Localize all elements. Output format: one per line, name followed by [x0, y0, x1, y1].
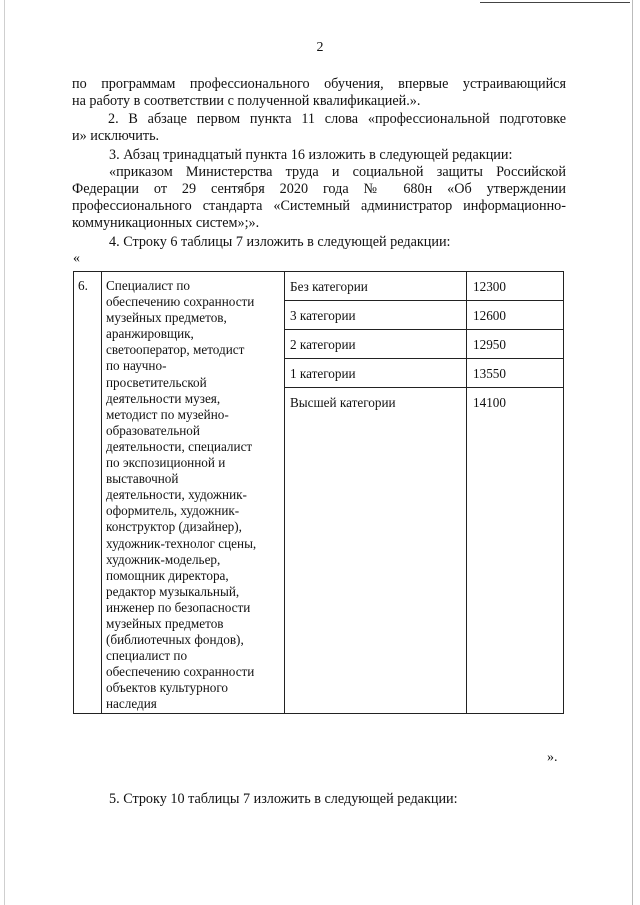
position-cell [102, 272, 285, 714]
position-line: объектов культурного [106, 680, 229, 696]
paragraph-line: 3. Абзац тринадцатый пункта 16 изложить в следующей редакции: [109, 147, 513, 163]
position-line: обеспечению сохранности [106, 294, 255, 310]
category-cell: Высшей категории [285, 388, 467, 714]
paragraph-line: 5. Строку 10 таблицы 7 изложить в следующей редакции: [109, 791, 458, 807]
paragraph-2 [72, 111, 566, 145]
position-line: специалист по [106, 648, 188, 664]
paragraph-3 [72, 147, 566, 164]
category-cell: 2 категории [285, 330, 467, 359]
value-cell: 12300 [467, 272, 564, 301]
value-cell: 12600 [467, 301, 564, 330]
position-line: выставочной [106, 471, 179, 487]
position-line: Специалист по [106, 278, 190, 293]
position-line: по экспозиционной и [106, 455, 226, 471]
page-number: 2 [316, 40, 324, 55]
position-line: оформитель, художник- [106, 503, 240, 519]
paragraph-line: профессионального стандарта «Системный администратор информационно- [72, 198, 566, 214]
position-line: методист по музейно- [106, 406, 229, 422]
paragraph-line: на работу в соответствии с полученной квалификацией.». [72, 93, 421, 109]
position-line: образовательной [106, 422, 200, 438]
position-line: редактор музыкальный, [106, 583, 240, 599]
salary-table [73, 271, 564, 714]
paragraph-5 [72, 234, 566, 251]
position-line: инженер по безопасности [106, 599, 251, 615]
paragraph-4 [72, 164, 566, 232]
paragraph-1 [72, 76, 566, 110]
paragraph-line: «приказом Министерства труда и социальной защиты Российской [109, 164, 566, 180]
position-line: художник-технолог сцены, [106, 535, 257, 551]
category-cell: Без категории [285, 272, 467, 301]
position-line: по научно- [106, 358, 167, 374]
position-line: просветительской [106, 374, 207, 390]
row-number-cell [74, 272, 102, 714]
paragraph-line: 2. В абзаце первом пункта 11 слова «профессиональной подготовке [108, 111, 566, 127]
paragraph-line: коммуникационных систем»;». [72, 215, 260, 231]
position-line: конструктор (дизайнер), [106, 519, 242, 535]
scan-edge-right [632, 0, 633, 905]
position-line: светооператор, методист [106, 342, 245, 358]
paragraph-line: по программам профессионального обучения, впервые устраивающийся [72, 76, 566, 92]
position-line: (библиотечных фондов), [106, 632, 244, 648]
quote-open: « [73, 251, 80, 266]
category-cell: 1 категории [285, 359, 467, 388]
value-cell: 12950 [467, 330, 564, 359]
category-cell: 3 категории [285, 301, 467, 330]
position-line: помощник директора, [106, 567, 229, 583]
position-line: обеспечению сохранности [106, 664, 255, 680]
position-line: деятельности, художник- [106, 487, 247, 503]
position-line: аранжировщик, [106, 326, 194, 342]
scan-edge-left [4, 0, 5, 905]
row-number: 6. [78, 278, 88, 293]
header-rule [480, 2, 630, 3]
value-cell: 14100 [467, 388, 564, 714]
quote-close: ». [547, 750, 558, 765]
position-line: музейных предметов [106, 615, 224, 631]
position-line: наследия [106, 696, 157, 712]
paragraph-line: Федерации от 29 сентября 2020 года № 680н «Об утверждении [72, 181, 566, 197]
paragraph-6 [72, 791, 566, 808]
position-line: деятельности музея, [106, 390, 221, 406]
position-line: музейных предметов, [106, 310, 227, 326]
position-line: художник-модельер, [106, 551, 221, 567]
value-cell: 13550 [467, 359, 564, 388]
position-line: деятельности, специалист [106, 438, 253, 454]
paragraph-line: 4. Строку 6 таблицы 7 изложить в следующей редакции: [109, 234, 451, 250]
position-list [106, 278, 282, 713]
paragraph-line: и» исключить. [72, 128, 160, 144]
